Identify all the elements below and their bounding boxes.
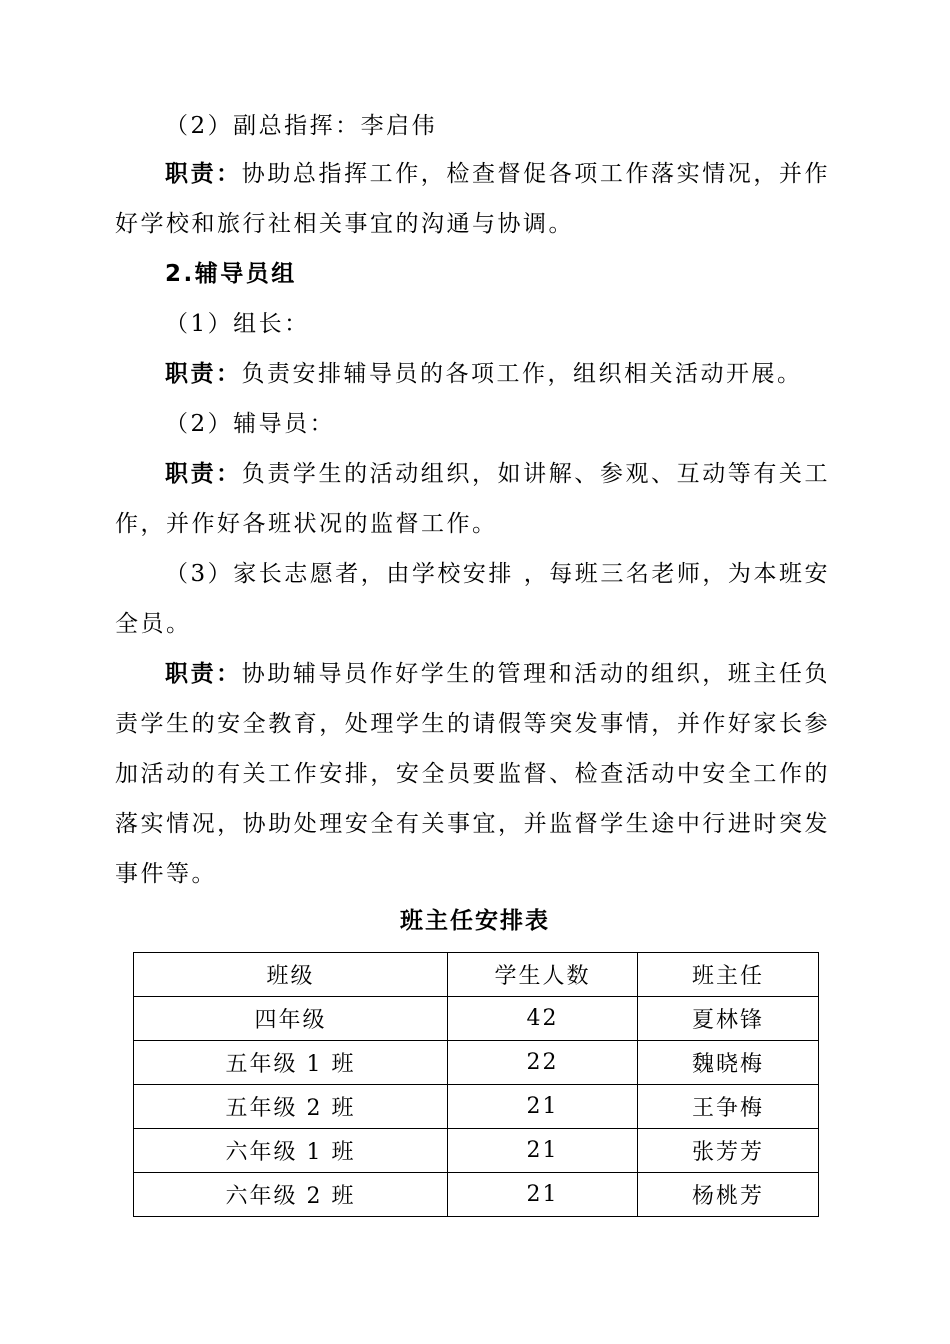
duty-text: 协助总指挥工作，检查督促各项工作落实情况，并作 <box>241 161 831 187</box>
cell-homeroom-teacher: 魏晓梅 <box>638 1041 819 1085</box>
parent-volunteer-line-2: 全员。 <box>115 611 192 637</box>
cell-class: 四年级 <box>134 997 448 1041</box>
duty-label: 职责： <box>165 361 242 387</box>
volunteer-duty-line-1 <box>165 658 830 690</box>
cell-homeroom-teacher: 王争梅 <box>638 1085 819 1129</box>
cell-student-count: 21 <box>448 1129 638 1173</box>
vice-commander-duty-line-2: 好学校和旅行社相关事宜的沟通与协调。 <box>115 211 574 237</box>
volunteer-duty-line-3: 加活动的有关工作安排，安全员要监督、检查活动中安全工作的 <box>115 761 830 787</box>
duty-text: 负责安排辅导员的各项工作，组织相关活动开展。 <box>241 361 803 387</box>
duty-label: 职责： <box>165 161 242 187</box>
table-row <box>134 1173 819 1217</box>
cell-class: 五年级 1 班 <box>134 1041 448 1085</box>
cell-student-count: 22 <box>448 1041 638 1085</box>
homeroom-teacher-table <box>133 952 819 1217</box>
section-heading-counselor-group: 2.辅导员组 <box>165 261 297 287</box>
header-student-count: 学生人数 <box>448 953 638 997</box>
parent-volunteer-line-1: （3）家长志愿者，由学校安排 ，每班三名老师，为本班安 <box>165 561 830 587</box>
cell-class: 六年级 2 班 <box>134 1173 448 1217</box>
cell-class: 五年级 2 班 <box>134 1085 448 1129</box>
volunteer-duty-line-4: 落实情况，协助处理安全有关事宜，并监督学生途中行进时突发 <box>115 811 830 837</box>
duty-label: 职责： <box>165 461 242 487</box>
table-header-row <box>134 953 819 997</box>
cell-homeroom-teacher: 夏林锋 <box>638 997 819 1041</box>
cell-homeroom-teacher: 杨桃芳 <box>638 1173 819 1217</box>
table-title: 班主任安排表 <box>400 908 550 934</box>
counselor-line: （2）辅导员： <box>165 411 336 437</box>
table-row <box>134 1085 819 1129</box>
vice-commander-line: （2）副总指挥：李启伟 <box>165 113 438 139</box>
table-row <box>134 1129 819 1173</box>
volunteer-duty-line-5: 事件等。 <box>115 861 217 887</box>
volunteer-duty-line-2: 责学生的安全教育，处理学生的请假等突发事情，并作好家长参 <box>115 711 830 737</box>
table-row <box>134 997 819 1041</box>
duty-text: 负责学生的活动组织，如讲解、参观、互动等有关工 <box>241 461 831 487</box>
cell-student-count: 21 <box>448 1173 638 1217</box>
vice-commander-duty-line-1 <box>165 158 830 190</box>
counselor-duty-line-2: 作，并作好各班状况的监督工作。 <box>115 511 498 537</box>
cell-student-count: 21 <box>448 1085 638 1129</box>
header-class: 班级 <box>134 953 448 997</box>
group-leader-line: （1）组长： <box>165 311 310 337</box>
group-leader-duty-line <box>165 358 830 390</box>
cell-homeroom-teacher: 张芳芳 <box>638 1129 819 1173</box>
cell-class: 六年级 1 班 <box>134 1129 448 1173</box>
table-row <box>134 1041 819 1085</box>
cell-student-count: 42 <box>448 997 638 1041</box>
duty-text: 协助辅导员作好学生的管理和活动的组织，班主任负 <box>241 661 831 687</box>
counselor-duty-line-1 <box>165 458 830 490</box>
duty-label: 职责： <box>165 661 242 687</box>
header-homeroom-teacher: 班主任 <box>638 953 819 997</box>
